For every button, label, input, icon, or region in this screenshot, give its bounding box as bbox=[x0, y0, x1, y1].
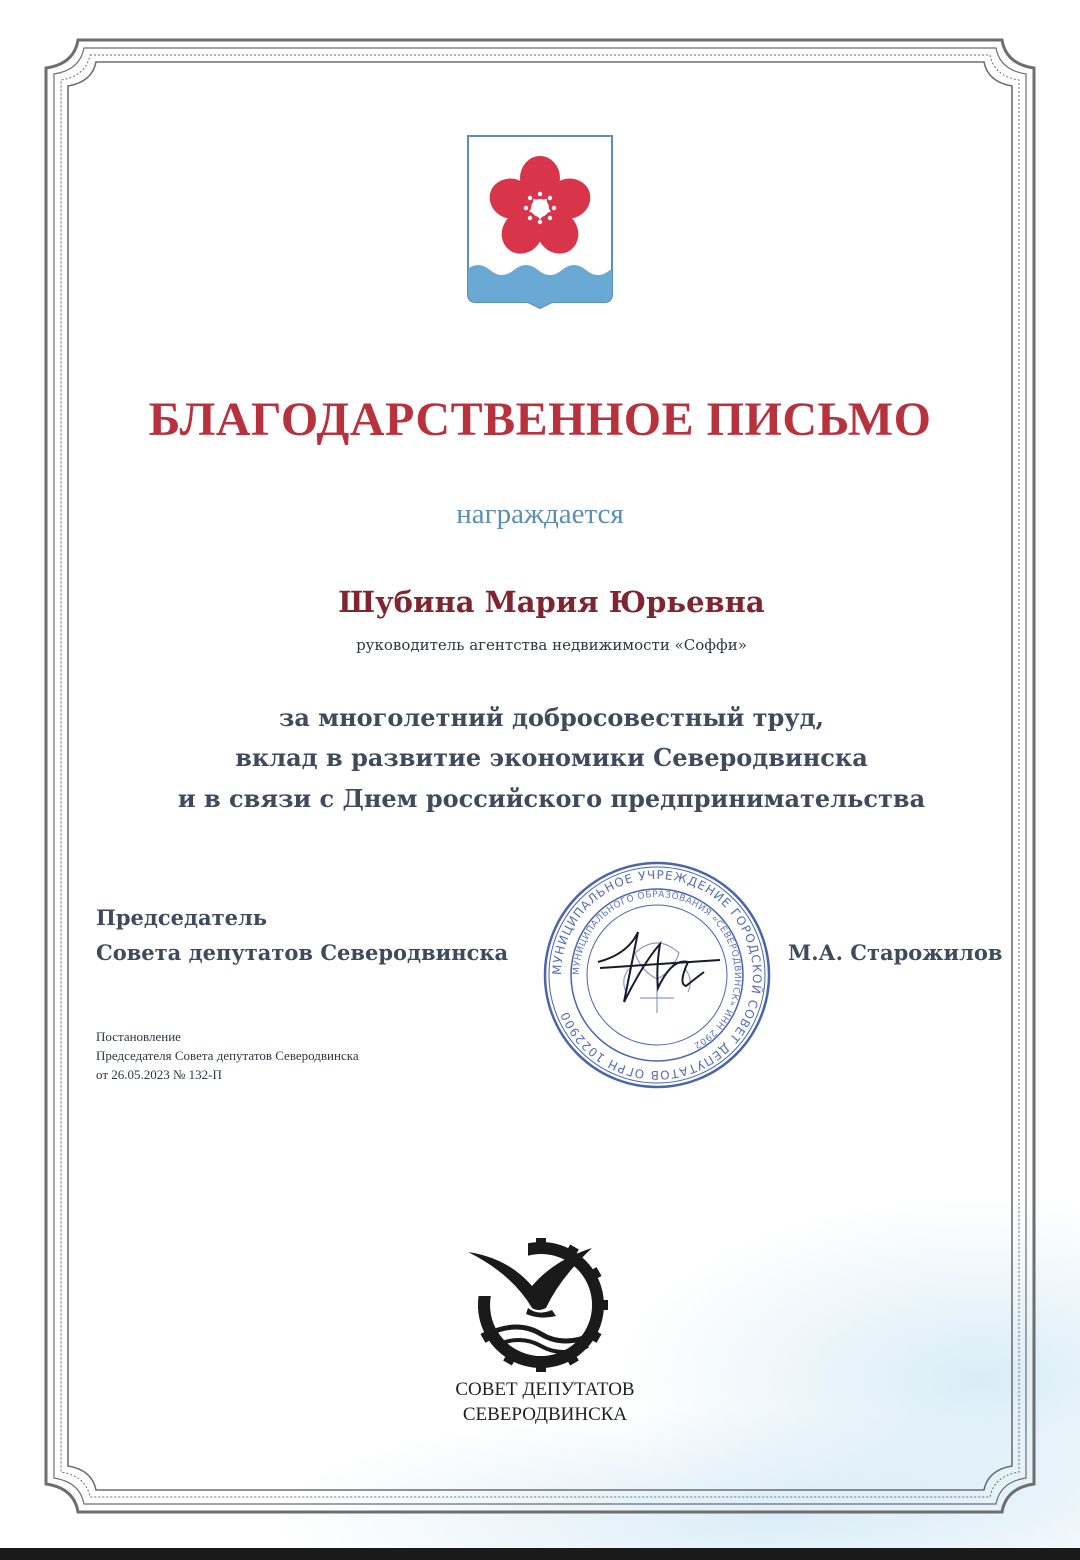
council-name: СОВЕТ ДЕПУТАТОВ bbox=[455, 1379, 635, 1400]
document-title: БЛАГОДАРСТВЕННОЕ ПИСЬМО bbox=[148, 393, 932, 446]
seagull-gear-logo-icon bbox=[468, 1238, 614, 1372]
decree-line: Председателя Совета депутатов Северодвинска bbox=[96, 1048, 359, 1063]
decree-line: Постановление bbox=[96, 1029, 181, 1044]
signatory-name: М.А. Старожилов bbox=[788, 940, 1003, 965]
official-stamp-icon bbox=[540, 858, 774, 1092]
signatory-title: Председатель bbox=[96, 905, 268, 930]
svg-text:МУНИЦИПАЛЬНОГО ОБРАЗОВАНИЯ «СЕ: МУНИЦИПАЛЬНОГО ОБРАЗОВАНИЯ «СЕВЕРОДВИНСК» ИНН 2902 bbox=[571, 889, 743, 1051]
coat-of-arms-icon bbox=[466, 134, 614, 310]
recipient-position: руководитель агентства недвижимости «Соффи» bbox=[356, 636, 747, 654]
recipient-name: Шубина Мария Юрьевна bbox=[338, 585, 765, 619]
reason-line: и в связи с Днем российского предпринимательства bbox=[177, 784, 926, 813]
svg-text:МУНИЦИПАЛЬНОЕ УЧРЕЖДЕНИЕ ГОРОД: МУНИЦИПАЛЬНОЕ УЧРЕЖДЕНИЕ ГОРОДСКОЙ СОВЕТ ДЕПУТАТОВ ОГРН 1022900 bbox=[549, 867, 765, 1083]
council-name: СЕВЕРОДВИНСКА bbox=[462, 1404, 628, 1425]
scan-edge bbox=[0, 1548, 1080, 1560]
reason-line: за многолетний добросовестный труд, bbox=[279, 703, 824, 732]
awarded-label: награждается bbox=[456, 498, 624, 530]
decree-line: от 26.05.2023 № 132-П bbox=[96, 1067, 222, 1082]
signatory-title: Совета депутатов Северодвинска bbox=[96, 940, 509, 965]
reason-line: вклад в развитие экономики Северодвинска bbox=[235, 743, 868, 772]
